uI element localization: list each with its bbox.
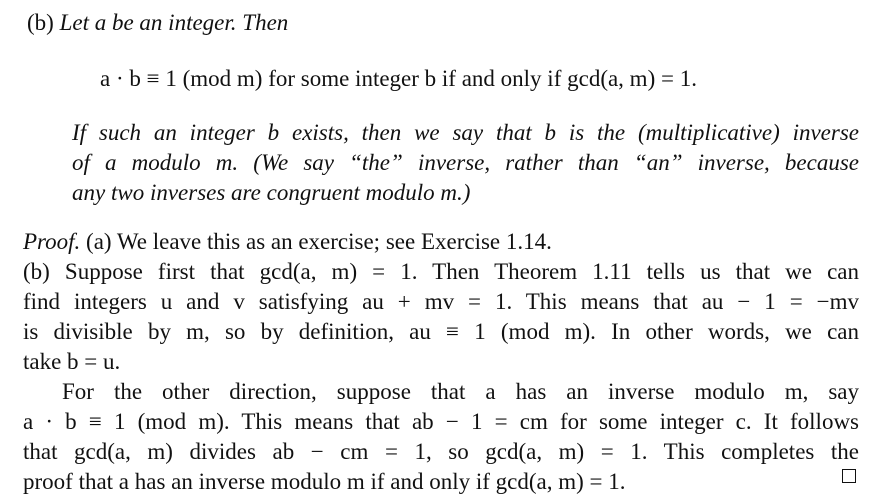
theorem-b-remark-line-1: If such an integer b exists, then we say that b is the (multiplicative) inverse bbox=[72, 120, 859, 145]
proof-other-direction-line-3: that gcd(a, m) divides ab − cm = 1, so gcd(a, m) = 1. This completes the bbox=[23, 439, 859, 464]
qed-square-icon bbox=[842, 469, 856, 483]
proof-other-direction-line-1: For the other direction, suppose that a has an inverse modulo m, say bbox=[62, 379, 859, 404]
proof-label: Proof. bbox=[23, 229, 81, 254]
theorem-b-intro-text: Let a be an integer. Then bbox=[59, 10, 289, 35]
proof-part-b-line-2: find integers u and v satisfying au + mv = 1. This means that au − 1 = −mv bbox=[23, 289, 859, 314]
theorem-b-label: (b) bbox=[27, 10, 54, 35]
proof-part-b-line-3: is divisible by m, so by definition, au ≡ 1 (mod m). In other words, we can bbox=[23, 319, 859, 344]
proof-part-b-line-1: (b) Suppose first that gcd(a, m) = 1. Then Theorem 1.11 tells us that we can bbox=[23, 259, 859, 284]
theorem-b-intro bbox=[27, 8, 288, 38]
proof-part-b-line-4: take b = u. bbox=[23, 349, 121, 374]
theorem-b-remark-line-2: of a modulo m. (We say “the” inverse, rather than “an” inverse, because bbox=[72, 150, 859, 175]
proof-other-direction-line-2: a · b ≡ 1 (mod m). This means that ab − 1 = cm for some integer c. It follows bbox=[23, 409, 859, 434]
proof-part-a bbox=[23, 227, 552, 257]
proof-other-direction-line-4: proof that a has an inverse modulo m if and only if gcd(a, m) = 1. bbox=[23, 469, 626, 494]
theorem-b-display-equation: a · b ≡ 1 (mod m) for some integer b if and only if gcd(a, m) = 1. bbox=[100, 66, 697, 91]
theorem-b-remark-line-3: any two inverses are congruent modulo m.) bbox=[72, 180, 471, 205]
proof-part-a-text: (a) We leave this as an exercise; see Exercise 1.14. bbox=[86, 229, 552, 254]
